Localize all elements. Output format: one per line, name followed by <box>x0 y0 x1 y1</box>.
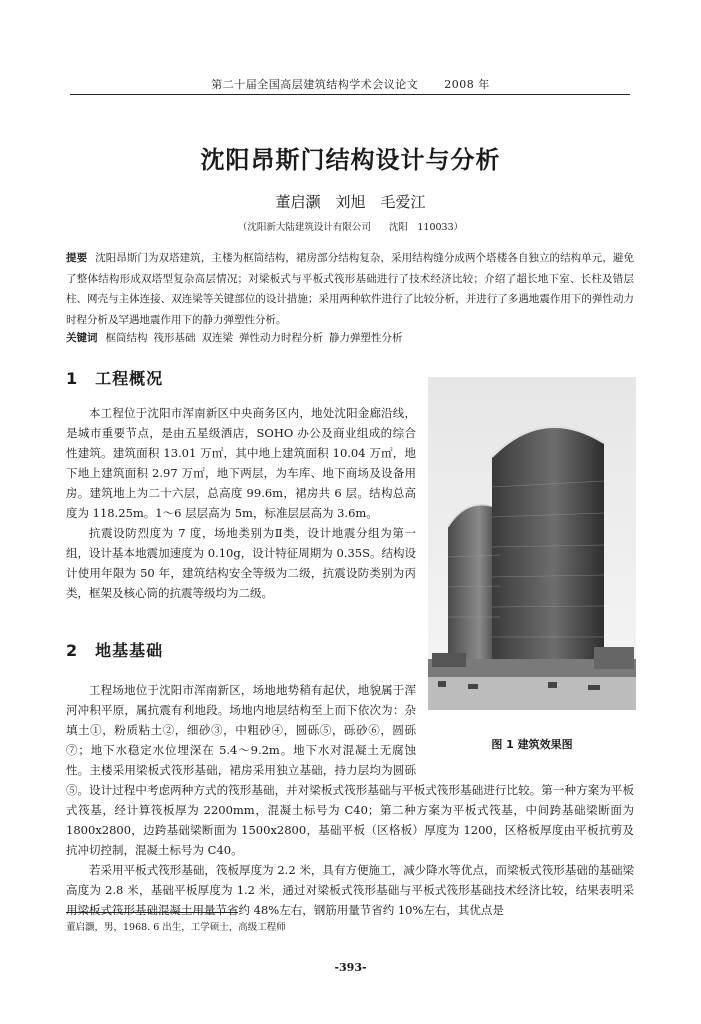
section-1-paragraph: 本工程位于沈阳市浑南新区中央商务区内，地处沈阳金廊沿线，是城市重要节点，是由五星级酒店，SOHO 办公及商业组成的综合性建筑。建筑面积 13.01 万㎡，其中地上建筑面积 10.04 万㎡，地下地上建筑面积 2.97 万㎡，地下两层，为车库、地下商场及设备用房。建筑地上为二十六层，总高度 99.6m，裙房共 6 层。结构总高度为 118.25m。1～6 层层高为 5m，标准层层高为 3.6m。 <box>66 406 416 520</box>
section-1-paragraph: 抗震设防烈度为 7 度，场地类别为Ⅱ类，设计地震分组为第一组，设计基本地震加速度为 0.10g，设计特征周期为 0.35S。结构设计使用年限为 50 年，建筑结构安全等级为二级，抗震设防类别为丙类，框架及核心筒的抗震等级均为二级。 <box>66 526 416 600</box>
building-rendering-icon <box>428 377 636 710</box>
section-2-body-wide <box>66 780 634 920</box>
keywords-label: 关键词 <box>66 332 98 344</box>
page-number: -393- <box>334 961 367 974</box>
building-figure <box>428 377 636 710</box>
keyword: 静力弹塑性分析 <box>329 332 403 344</box>
affiliation-city: 沈阳 110033） <box>388 222 464 233</box>
abstract-text: 沈阳昂斯门为双塔建筑，主楼为框筒结构，裙房部分结构复杂，采用结构缝分成两个塔楼各自独立的结构单元，避免了整体结构形成双塔型复杂高层情况；对梁板式与平板式筏形基础进行了技术经济比较；介绍了超长地下室、长柱及错层柱、网壳与主体连接、双连梁等关键部位的设计措施；采用两种软件进行了比较分析，并进行了多遇地震作用下的弹性动力时程分析及罕遇地震作用下的静力弹塑性分析。 <box>66 252 635 326</box>
keyword: 弹性动力时程分析 <box>239 332 323 344</box>
abstract-label: 提要 <box>66 252 88 264</box>
figure-caption: 图 1 建筑效果图 <box>491 738 573 751</box>
author-footnote: 董启灏，男，1968. 6 出生，工学硕士，高级工程师 <box>66 922 286 933</box>
paper-title: 沈阳昂斯门结构设计与分析 <box>200 146 501 174</box>
affiliation-name: （沈阳新大陆建筑设计有限公司 <box>237 222 371 233</box>
conference-name: 第二十届全国高层建筑结构学术会议论文 <box>211 78 419 91</box>
section-1-body <box>66 403 416 603</box>
keyword: 框筒结构 <box>105 332 148 344</box>
conference-year: 2008 年 <box>444 78 490 91</box>
section-2-paragraph: 设计过程中考虑两种方式的筏形基础，并对梁板式筏形基础与平板式筏形基础进行比较。第一种方案为平板式筏基，经计算筏板厚为 2200mm，混凝土标号为 C40；第二种方案为平板式筏基，中间跨基础梁断面为 1800x2800，边跨基础梁断面为 1500x2800，基础平板（区格板）厚度为 1200，区格板厚度由平板抗剪及抗冲切控制，混凝土标号为 C40。 <box>66 783 634 857</box>
keyword: 筏形基础 <box>153 332 196 344</box>
keyword: 双连梁 <box>201 332 233 344</box>
keywords <box>66 330 634 345</box>
paper-authors: 董启灏 刘旭 毛爱江 <box>275 193 426 211</box>
section-1-heading: 1 工程概况 <box>66 369 164 388</box>
running-header <box>0 76 701 92</box>
paper-affiliation <box>0 219 701 233</box>
footnote-rule <box>66 912 238 913</box>
header-rule <box>70 94 630 95</box>
section-2-heading: 2 地基基础 <box>66 641 164 660</box>
section-2-paragraph: 若采用平板式筏形基础，筏板厚度为 2.2 米，具有方便施工，减少降水等优点，而梁板式筏形基础的基础梁高度为 2.8 米，基础平板厚度为 1.2 米，通过对梁板式筏形基础与平板式筏形基础技术经济比较，结果表明采用梁板式筏形基础混凝土用量节省约 48%左右，钢筋用量节省约 10%左右，其优点是 <box>66 863 634 917</box>
abstract <box>66 248 634 330</box>
section-2-paragraph: 工程场地位于沈阳市浑南新区，场地地势稍有起伏，地貌属于浑河冲积平原，属抗震有利地段。场地内地层结构至上而下依次为：杂填土①，粉质粘土②，细砂③，中粗砂④，圆砾⑤，砾砂⑥，圆砾⑦；地下水稳定水位埋深在 5.4～9.2m。地下水对混凝土无腐蚀性。主楼采用梁板式筏形基础，裙房采用独立基础，持力层均为圆砾⑤。 <box>66 683 416 797</box>
